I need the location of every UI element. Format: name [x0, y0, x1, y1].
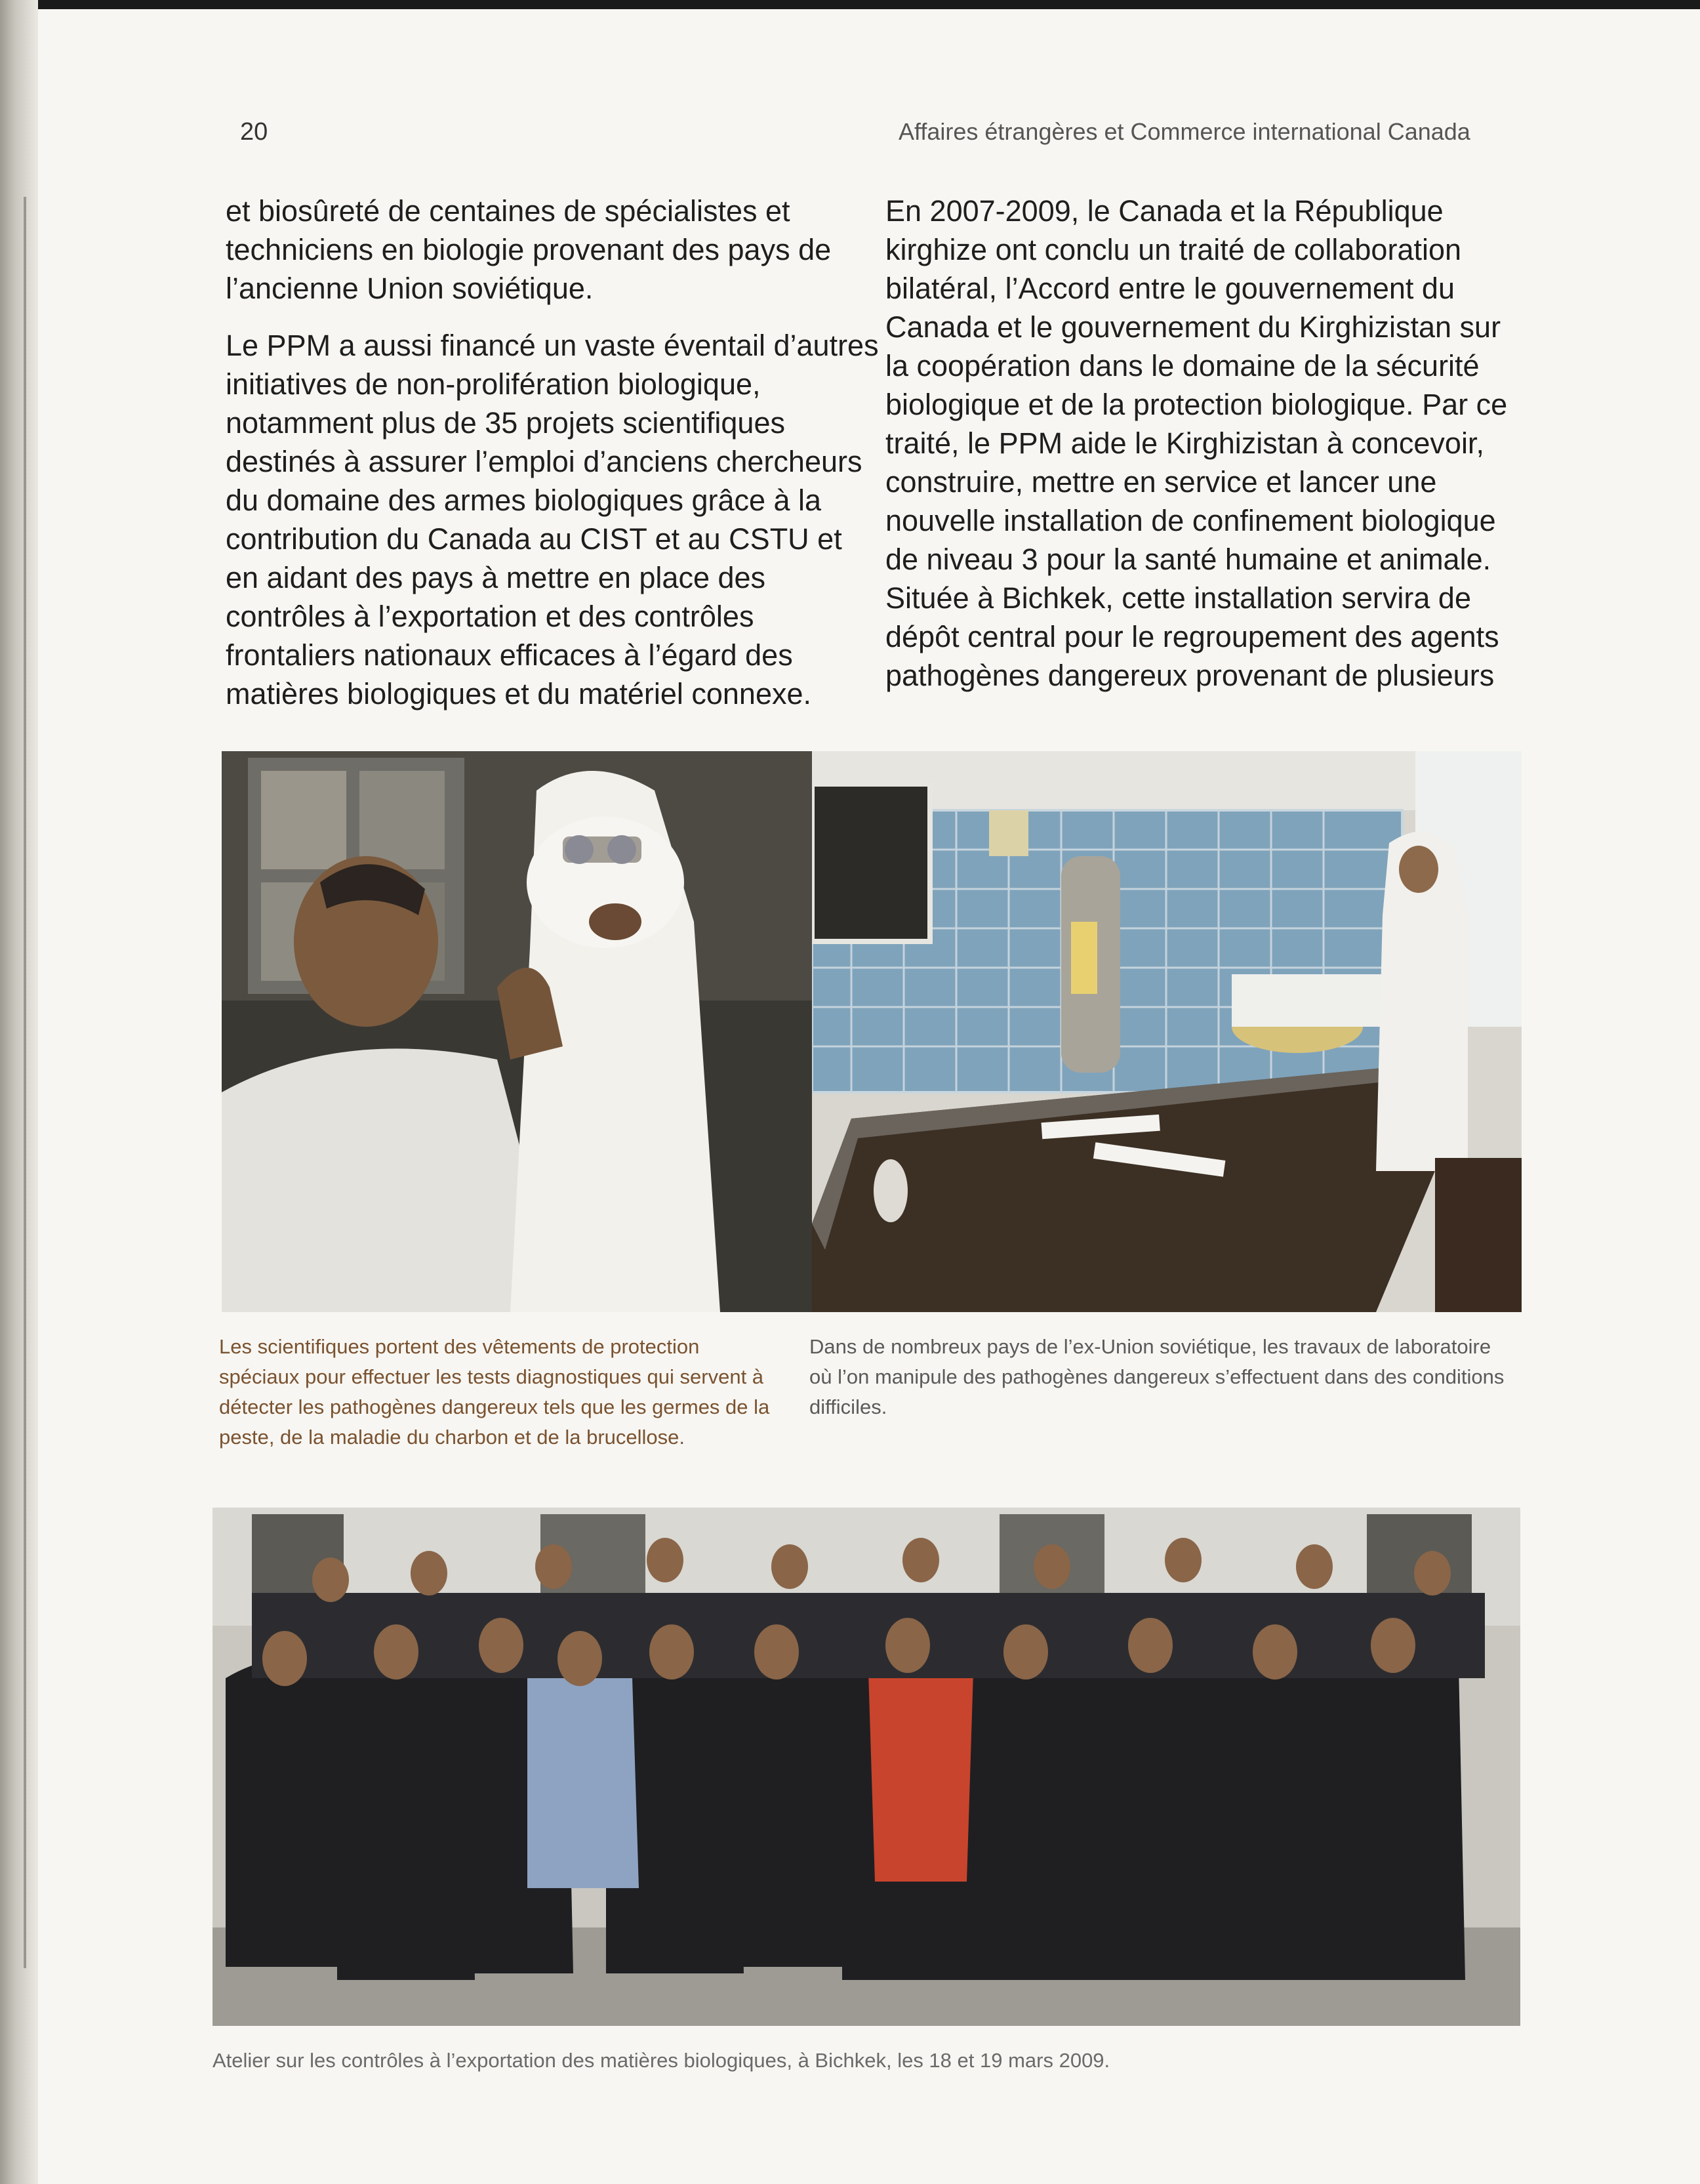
spine-crease [24, 197, 26, 1968]
left-paragraph-2: Le PPM a aussi financé un vaste éventail d’autres initiatives de non-prolifération biologique, notamment plus de 35 projets scientifiques destinés à assurer l’emploi d’anciens chercheurs du domaine des armes biologiques grâce à la contribution du Canada au CIST et au CSTU et en aidant des pays à mettre en place des contrôles à l’exportation et des contrôles frontaliers nationaux efficaces à l’égard des matières biologiques et du matériel connexe. [226, 329, 879, 711]
right-text-column [885, 192, 1515, 695]
caption-photo-3: Atelier sur les contrôles à l’exportation des matières biologiques, à Bichkek, les 18 et 19 mars 2009. [212, 2049, 1110, 2072]
caption-photo-1: Les scientifiques portent des vêtements de protection spéciaux pour effectuer les tests diagnostiques qui servent à détecter les pathogènes dangereux tels que les germes de la peste, de la maladie du charbon et de la brucellose. [219, 1335, 770, 1449]
page-top-edge [0, 0, 1700, 9]
photo-protective-clothing [222, 751, 812, 1312]
left-text-column [226, 192, 881, 713]
caption-photo-2: Dans de nombreux pays de l’ex-Union soviétique, les travaux de laboratoire où l’on manipule des pathogènes dangereux s’effectuent dans des conditions difficiles. [809, 1335, 1505, 1418]
page-number: 20 [240, 118, 268, 146]
binding-spine [0, 0, 38, 2184]
photo-laboratory [812, 751, 1522, 1312]
left-paragraph-1: et biosûreté de centaines de spécialistes et techniciens en biologie provenant des pays de l’ancienne Union soviétique. [226, 194, 832, 305]
right-paragraph-1: En 2007-2009, le Canada et la République kirghize ont conclu un traité de collaboration bilatéral, l’Accord entre le gouvernement du Canada et le gouvernement du Kirghizistan sur la coopération dans le domaine de la sécurité biologique et de la protection biologique. Par ce traité, le PPM aide le Kirghizistan à concevoir, construire, mettre en service et lancer une nouvelle installation de confinement biologique de niveau 3 pour la santé humaine et animale. Située à Bichkek, cette installation servira de dépôt central pour le regroupement des agents pathogènes dangereux provenant de plusieurs [885, 194, 1508, 692]
running-header: Affaires étrangères et Commerce international Canada [899, 118, 1470, 145]
photo-workshop-group [212, 1508, 1520, 2026]
